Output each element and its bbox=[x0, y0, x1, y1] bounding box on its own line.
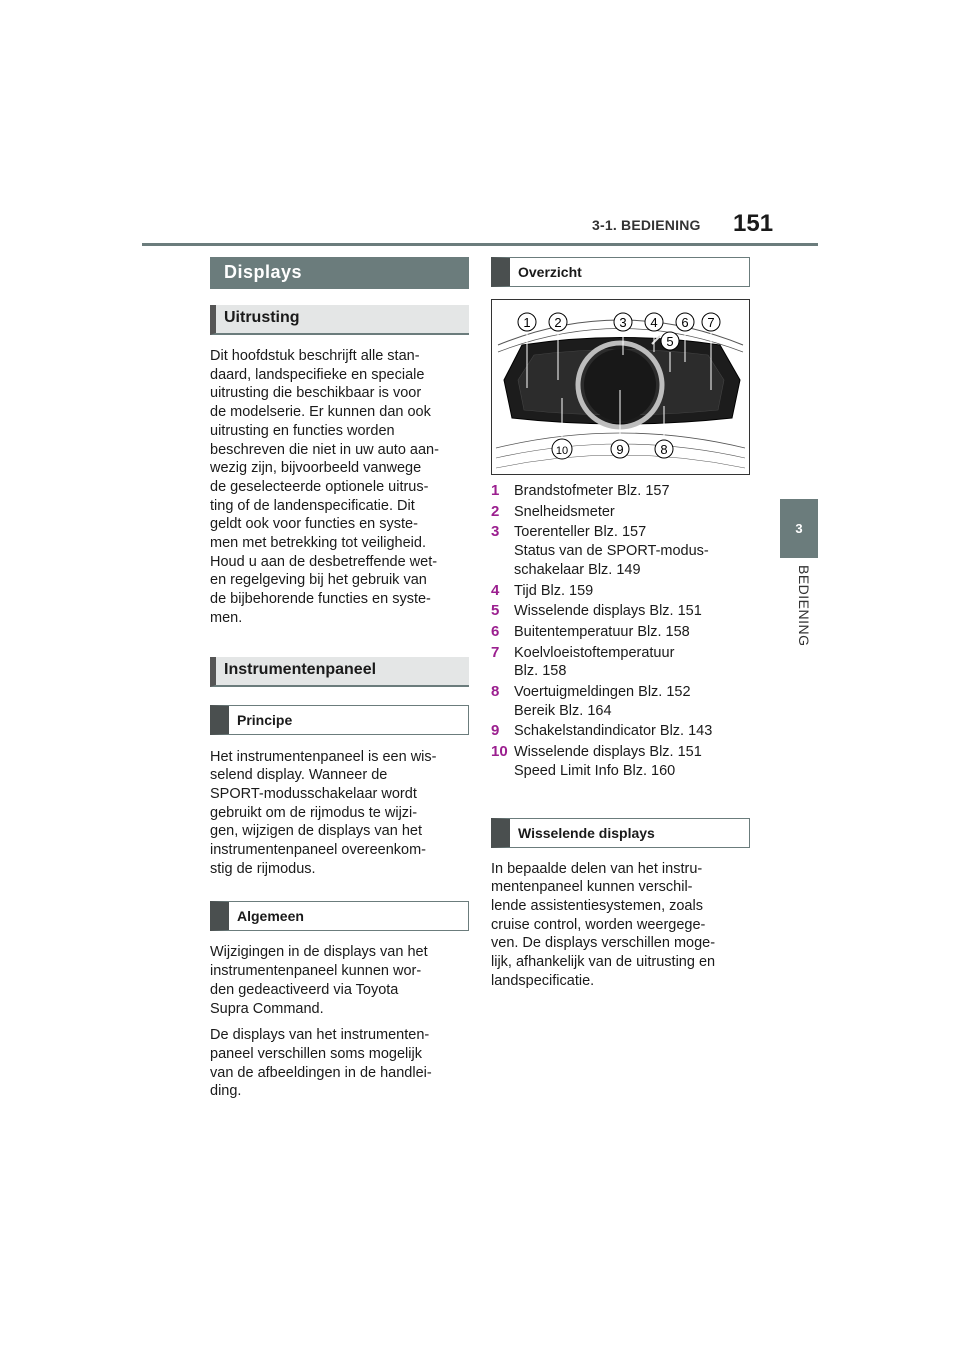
callout-2: 2 bbox=[554, 315, 562, 330]
list-item bbox=[491, 482, 750, 501]
left-column bbox=[210, 257, 469, 1101]
list-item bbox=[491, 582, 750, 601]
header-divider bbox=[142, 243, 818, 246]
chapter-label: BEDIENING bbox=[796, 565, 812, 647]
item-number: 3 bbox=[491, 523, 500, 541]
item-text: Voertuigmeldingen Blz. 152 Bereik Blz. 164 bbox=[514, 684, 691, 719]
item-text: Koelvloeistoftemperatuur Blz. 158 bbox=[514, 644, 675, 680]
item-text: Wisselende displays Blz. 151 bbox=[514, 603, 702, 620]
item-text: Tijd Blz. 159 bbox=[514, 582, 594, 599]
heading-overzicht: Overzicht bbox=[491, 257, 750, 287]
item-number: 7 bbox=[491, 643, 500, 661]
chapter-tab[interactable]: 3 bbox=[780, 499, 818, 558]
list-item bbox=[491, 722, 750, 741]
heading-instrumentenpaneel: Instrumentenpaneel bbox=[210, 657, 469, 687]
page-number: 151 bbox=[733, 210, 774, 237]
list-item bbox=[491, 602, 750, 621]
item-text: Brandstofmeter Blz. 157 bbox=[514, 483, 670, 499]
paragraph-algemeen-2: De displays van het instrumenten- paneel verschillen soms mogelijk van de afbeeldingen in de handlei- ding. bbox=[210, 1027, 432, 1100]
overview-list bbox=[491, 482, 750, 781]
item-number: 1 bbox=[491, 482, 500, 499]
paragraph-algemeen-1: Wijzigingen in de displays van het instrumentenpaneel kunnen wor- den gedeactiveerd via Toyota Supra Command. bbox=[210, 944, 428, 1017]
heading-wisselende-displays: Wisselende displays bbox=[491, 818, 750, 848]
callout-8: 8 bbox=[660, 442, 668, 457]
heading-uitrusting: Uitrusting bbox=[210, 305, 469, 335]
heading-algemeen: Algemeen bbox=[210, 901, 469, 931]
heading-principe: Principe bbox=[210, 705, 469, 735]
list-item bbox=[491, 523, 750, 579]
item-number: 6 bbox=[491, 622, 500, 640]
item-number: 8 bbox=[491, 683, 500, 701]
list-item bbox=[491, 743, 750, 780]
list-item bbox=[491, 644, 750, 681]
heading-displays: Displays bbox=[210, 257, 469, 289]
callout-5: 5 bbox=[666, 334, 674, 349]
item-number: 4 bbox=[491, 581, 500, 599]
item-number: 9 bbox=[491, 722, 500, 740]
item-text: Wisselende displays Blz. 151 Speed Limit Info Blz. 160 bbox=[514, 744, 702, 779]
item-number: 10 bbox=[491, 743, 508, 761]
callout-6: 6 bbox=[681, 315, 689, 330]
item-number: 2 bbox=[491, 502, 500, 520]
list-item bbox=[491, 503, 750, 522]
callout-1: 1 bbox=[523, 315, 531, 330]
callout-4: 4 bbox=[650, 315, 658, 330]
callout-7: 7 bbox=[707, 315, 715, 330]
section-title: 3-1. BEDIENING bbox=[592, 217, 701, 233]
right-column bbox=[491, 257, 750, 990]
list-item bbox=[491, 623, 750, 642]
item-text: Schakelstandindicator Blz. 143 bbox=[514, 723, 713, 740]
callout-3: 3 bbox=[619, 315, 627, 330]
item-text: Toerenteller Blz. 157 Status van de SPORT-modus- schakelaar Blz. 149 bbox=[514, 524, 709, 578]
paragraph-wisselende-displays: In bepaalde delen van het instru- mentenpaneel kunnen verschil- lende assistentiesystemen, zoals cruise control, worden weergege- ven. De displays verschillen moge- lijk, afhankelijk van de uitrusting en landspecificatie. bbox=[491, 860, 716, 989]
callout-9: 9 bbox=[616, 442, 624, 457]
callout-10: 10 bbox=[555, 445, 569, 457]
item-text: Snelheidsmeter bbox=[514, 503, 615, 520]
paragraph-uitrusting: Dit hoofdstuk beschrijft alle stan- daard, landspecifieke en speciale uitrusting die beschikbaar is voor de modelserie. Er kunnen dan ook uitrusting en functies worden beschreven die niet in uw auto aan- wezig zijn, bijvoorbeeld vanwege de geselecteerde optionele uitrus- ting of de landenspecificatie. Dit geldt ook voor functies en syste- men met betrekking tot veiligheid. Houd u aan de desbetreffende wet- en regelgeving bij het gebruik van de bijbehorende functies en syste- men. bbox=[210, 348, 439, 626]
instrument-panel-illustration bbox=[492, 300, 749, 474]
item-number: 5 bbox=[491, 602, 500, 620]
instrument-panel-diagram bbox=[491, 299, 750, 475]
list-item bbox=[491, 683, 750, 720]
item-text: Buitentemperatuur Blz. 158 bbox=[514, 623, 690, 640]
paragraph-principe: Het instrumentenpaneel is een wis- selend display. Wanneer de SPORT-modusschakelaar wordt gebruikt om de rijmodus te wijzi- gen, wijzigen de displays van het instrumentenpaneel overeenkom- stig de rijmodus. bbox=[210, 748, 437, 877]
